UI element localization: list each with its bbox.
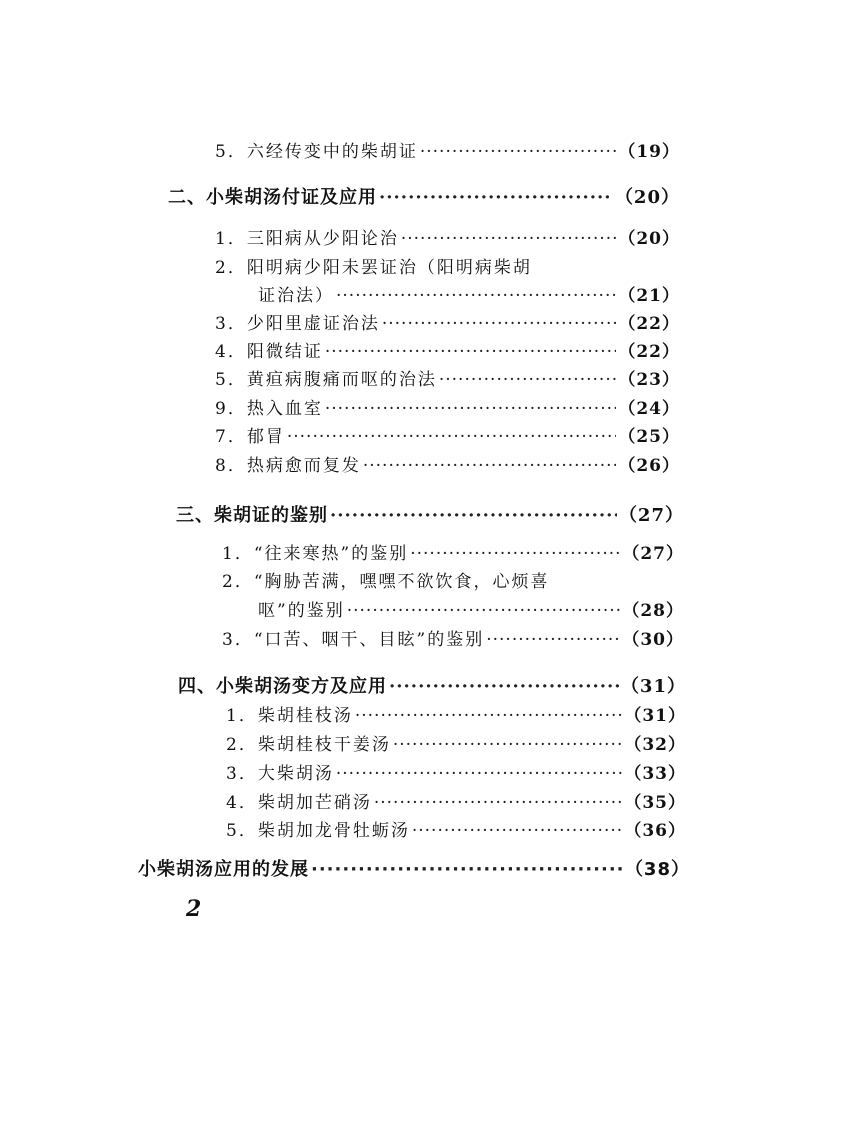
toc-entry-title: 2．“胸胁苦满，嘿嘿不欲饮食，心烦喜 [222,572,550,592]
toc-entry-page: （30） [622,630,684,650]
toc-entry-title: 7．郁冒 [215,427,285,447]
toc-entry-title: 4．阳微结证 [215,342,323,362]
leader-dots [410,543,620,565]
toc-entry-title: 1．三阳病从少阳论治 [215,229,399,249]
toc-entry-title: 2．柴胡桂枝干姜汤 [226,735,391,755]
toc-entry [222,543,684,565]
toc-entry-page: （27） [618,505,684,526]
toc-entry-title: 5．六经传变中的柴胡证 [215,142,418,162]
toc-entry-page: （25） [618,427,680,447]
toc-entry-page: （22） [618,314,680,334]
toc-entry-title: 5．黄疸病腹痛而呕的治法 [215,370,437,390]
toc-entry [226,820,686,842]
leader-dots [336,763,623,785]
leader-dots [363,455,617,477]
leader-dots [336,285,616,307]
leader-dots [412,820,623,842]
toc-entry [215,141,680,163]
leader-dots [401,228,617,250]
toc-entry-title: 3．大柴胡汤 [226,764,334,784]
leader-dots [325,341,617,363]
leader-dots [374,792,623,814]
toc-entry-title: 2．阳明病少阳未罢证治（阳明病柴胡 [215,258,532,278]
page-number: 2 [186,896,202,922]
leader-dots [355,705,623,727]
toc-entry-page: （26） [618,456,680,476]
toc-entry-title: 证治法） [258,286,334,306]
toc-entry-page: （21） [618,286,680,306]
toc-entry-page: （31） [620,676,686,697]
toc-entry-page: （38） [624,859,690,880]
toc-entry-page: （35） [624,793,686,813]
toc-entry-title: 8．热病愈而复发 [215,456,361,476]
toc-entry-page: （19） [618,142,680,162]
toc-top-heading [138,859,690,881]
toc-section-heading [168,187,680,209]
toc-entry [215,228,680,250]
toc-entry-title: 三、柴胡证的鉴别 [176,505,328,526]
toc-entry-title: 小柴胡汤应用的发展 [138,859,309,880]
toc-entry-title: 1．柴胡桂枝汤 [226,706,353,726]
leader-dots [379,187,613,209]
toc-entry-title: 9．热入血室 [215,399,323,419]
toc-entry-page: （24） [618,399,680,419]
toc-entry-page: （23） [618,370,680,390]
leader-dots [382,313,617,335]
leader-dots [389,676,619,698]
toc-entry-title: 3．“口苦、咽干、目眩”的鉴别 [222,630,485,650]
leader-dots [486,629,620,651]
toc-section-heading [176,505,684,527]
toc-entry [222,629,684,651]
leader-dots [330,505,617,527]
toc-entry-title: 3．少阳里虚证治法 [215,314,380,334]
toc-entry-page: （27） [622,544,684,564]
toc-entry-page: （22） [618,342,680,362]
leader-dots [311,859,623,881]
toc-entry [258,600,684,622]
toc-entry-title: 四、小柴胡汤变方及应用 [178,676,387,697]
leader-dots [325,398,617,420]
leader-dots [347,600,621,622]
toc-entry [215,369,680,391]
leader-dots [439,369,617,391]
toc-entry-title: 1．“往来寒热”的鉴别 [222,544,409,564]
toc-entry-page: （36） [624,821,686,841]
toc-entry-page: （28） [622,601,684,621]
toc-entry-page: （31） [624,706,686,726]
toc-entry [215,341,680,363]
toc-entry-title: 5．柴胡加龙骨牡蛎汤 [226,821,410,841]
toc-section-heading [178,676,686,698]
leader-dots [420,141,617,163]
toc-entry-page: （32） [624,735,686,755]
toc-entry-title: 呕”的鉴别 [258,601,345,621]
toc-entry [226,705,686,727]
toc-entry [226,792,686,814]
toc-entry [215,455,680,477]
toc-entry-page: （20） [618,229,680,249]
toc-entry-title: 4．柴胡加芒硝汤 [226,793,372,813]
leader-dots [393,734,623,756]
toc-entry [215,313,680,335]
toc-entry [258,285,680,307]
toc-entry [226,734,686,756]
toc-entry-page: （20） [614,187,680,208]
toc-entry [226,763,686,785]
leader-dots [287,426,617,448]
toc-entry-page: （33） [624,764,686,784]
toc-entry-title: 二、小柴胡汤付证及应用 [168,187,377,208]
toc-entry [215,398,680,420]
toc-entry [215,426,680,448]
